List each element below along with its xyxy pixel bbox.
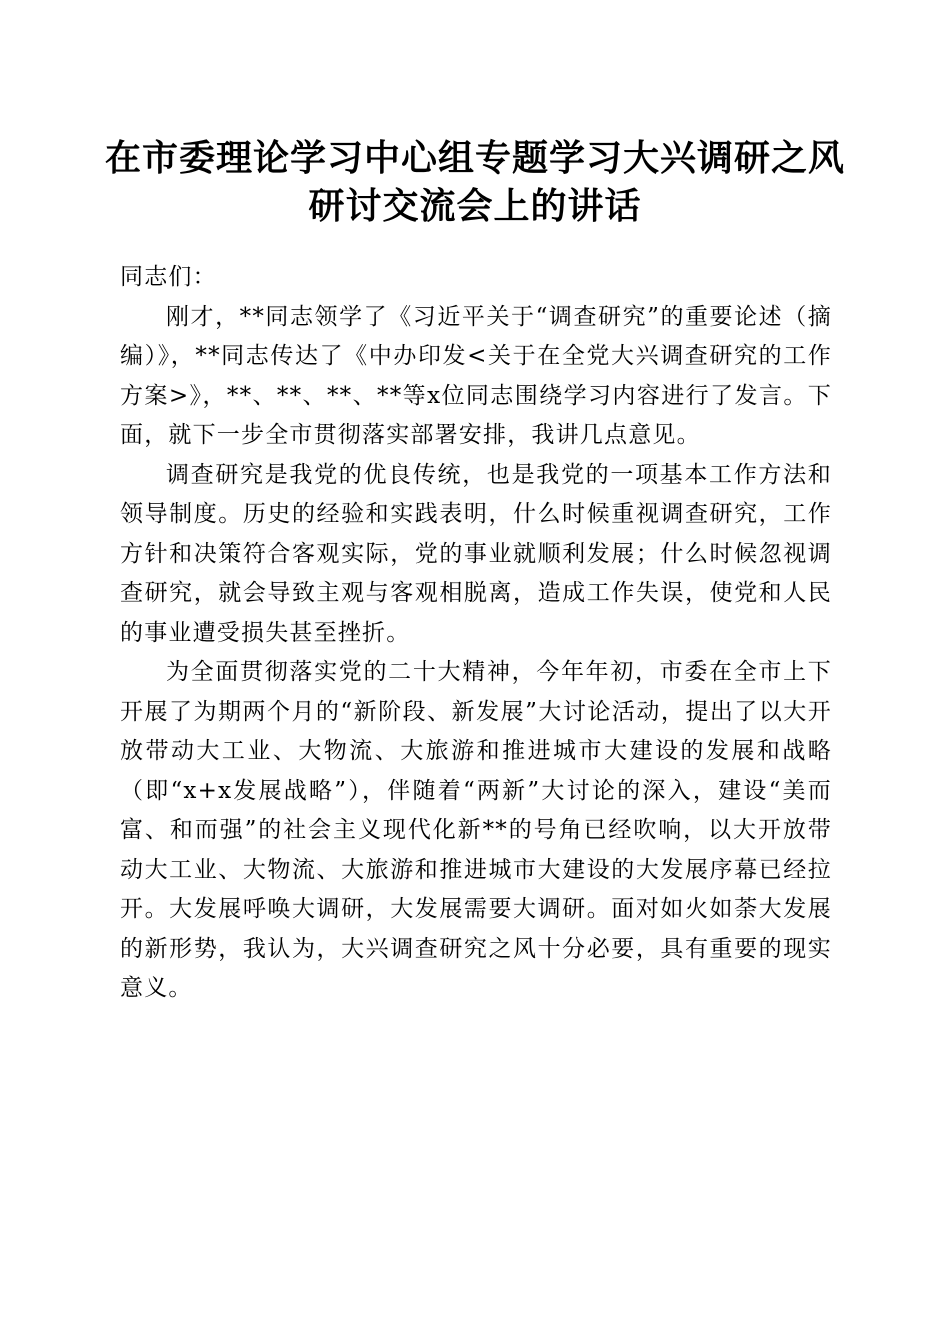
title-line-2: 研讨交流会上的讲话: [308, 185, 642, 227]
paragraph: 为全面贯彻落实党的二十大精神，今年年初，市委在全市上下开展了为期两个月的“新阶段、新发展”大讨论活动，提出了以大开放带动大工业、大物流、大旅游和推进城市大建设的发展和战略（即“x+x发展战略”），伴随着“两新”大讨论的深入，建设“美而富、和而强”的社会主义现代化新**的号角已经吹响，以大开放带动大工业、大物流、大旅游和推进城市大建设的大发展序幕已经拉开。大发展呼唤大调研，大发展需要大调研。面对如火如荼大发展的新形势，我认为，大兴调查研究之风十分必要，具有重要的现实意义。: [120, 659, 832, 1001]
title-line-1: 在市委理论学习中心组专题学习大兴调研之风: [104, 137, 845, 179]
paragraph: 调查研究是我党的优良传统，也是我党的一项基本工作方法和领导制度。历史的经验和实践表明，什么时候重视调查研究，工作方针和决策符合客观实际，党的事业就顺利发展；什么时候忽视调查研究，就会导致主观与客观相脱离，造成工作失误，使党和人民的事业遭受损失甚至挫折。: [120, 461, 832, 646]
document-title: [80, 134, 870, 230]
paragraph: 刚才，**同志领学了《习近平关于“调查研究”的重要论述（摘编）》，**同志传达了《中办印发<关于在全党大兴调查研究的工作方案>》，**、**、**、**等x位同志围绕学习内容进行了发言。下面，就下一步全市贯彻落实部署安排，我讲几点意见。: [120, 303, 832, 448]
document-body: [120, 258, 832, 1009]
salutation: 同志们：: [120, 264, 217, 290]
